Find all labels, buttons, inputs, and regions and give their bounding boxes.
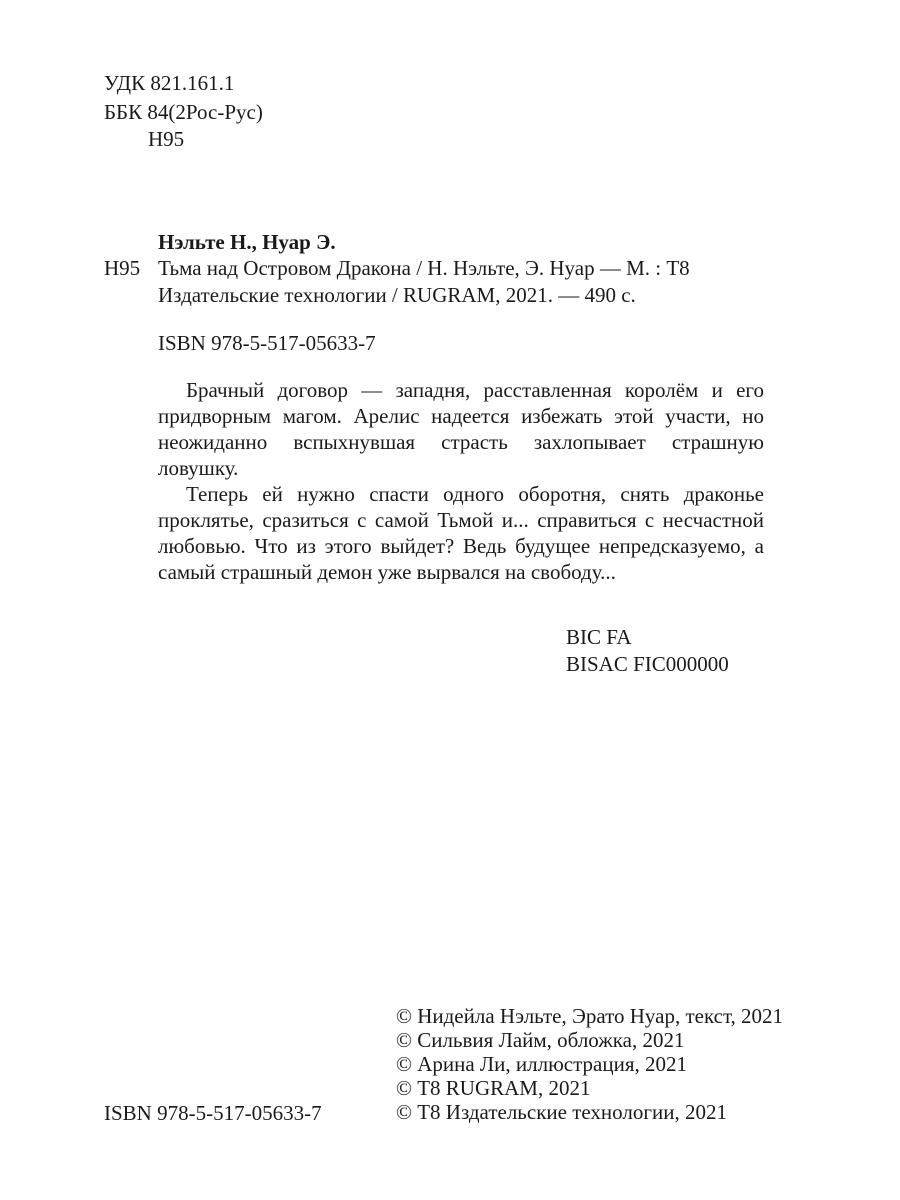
copyright-line: © Т8 Издательские технологии, 2021 bbox=[396, 1100, 727, 1124]
author-mark-side: Н95 bbox=[104, 256, 141, 280]
isbn-footer: ISBN 978-5-517-05633-7 bbox=[104, 1101, 322, 1125]
title-record-line-1: Тьма над Островом Дракона / Н. Нэльте, Э. Нуар — М. : Т8 bbox=[158, 256, 690, 280]
isbn-record: ISBN 978-5-517-05633-7 bbox=[158, 331, 376, 355]
bisac-code: BISAC FIC000000 bbox=[566, 652, 729, 676]
copyright-line: © Нидейла Нэльте, Эрато Нуар, текст, 2021 bbox=[396, 1004, 784, 1028]
copyright-line: © Т8 RUGRAM, 2021 bbox=[396, 1076, 591, 1100]
authors-heading: Нэльте Н., Нуар Э. bbox=[158, 230, 336, 254]
udk-code: УДК 821.161.1 bbox=[104, 71, 235, 95]
annotation-paragraph-1: Брачный договор — западня, расставленная королём и его придворным магом. Арелис надеется избежать этой участи, но неожиданно вспыхнувшая страсть захлопывает страшную ловушку. bbox=[158, 378, 764, 480]
annotation-paragraph-2: Теперь ей нужно спасти одного оборотня, снять драконье проклятье, сразиться с самой Тьмой и... справиться с несчастной любовью. Что из этого выйдет? Ведь будущее непредсказуемо, а самый страшный демон уже вырвался на свободу... bbox=[158, 482, 764, 584]
title-record-line-2: Издательские технологии / RUGRAM, 2021. — 490 с. bbox=[158, 283, 636, 307]
copyright-line: © Арина Ли, иллюстрация, 2021 bbox=[396, 1052, 687, 1076]
author-mark-top: Н95 bbox=[148, 127, 185, 151]
copyright-line: © Сильвия Лайм, обложка, 2021 bbox=[396, 1028, 685, 1052]
bbk-code: ББК 84(2Рос-Рус) bbox=[104, 100, 263, 124]
annotation bbox=[158, 377, 764, 585]
bic-code: BIC FA bbox=[566, 625, 632, 649]
copyright-block bbox=[396, 1004, 783, 1124]
